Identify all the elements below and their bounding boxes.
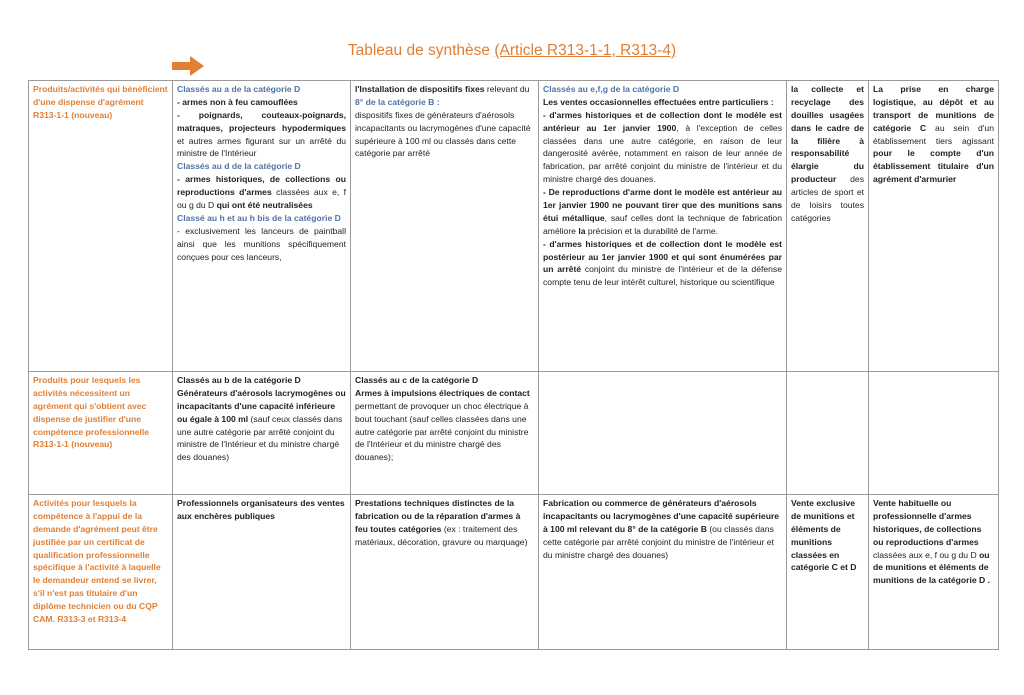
cell-text: précision et la durabilité de l'arme. (585, 225, 719, 236)
cell-text: 8° de la catégorie B : (355, 96, 440, 107)
cell-text: classées aux e, f ou g du D (177, 187, 346, 211)
cell-text: Fabrication ou commerce de générateurs d'aérosols incapacitants ou lacrymogènes d'une capacité supérieure à 100 ml relevant du 8° de la catégorie B (543, 498, 780, 534)
cell-text: - d'armes historiques et de collection dont le modèle est antérieur au 1er janvier 1900 (543, 109, 782, 133)
table-row (29, 372, 999, 495)
cell-text: la (578, 225, 586, 236)
cell-text: (ou classés dans cette catégorie par arrêté conjoint du ministre de l'intérieur et du ministre chargé des douanes) (543, 523, 774, 560)
cell-text: - armes historiques, de collections ou reproductions d'armes (177, 174, 346, 198)
cell-fabrication-commerce (539, 495, 787, 650)
cell-text: Classés au c de la catégorie D (355, 375, 479, 385)
cell-subheading: Classé au h et au h bis de la catégorie D (177, 212, 341, 223)
cell-text: - armes non à feu camouflées (177, 96, 298, 107)
table-row (29, 81, 999, 372)
cell-generateurs-aerosols (173, 372, 351, 495)
cell-collecte-douilles (787, 81, 869, 372)
cell-text: , à l'exception de celles classées dans une autre catégorie, en raison de leur dangerosité avérée, notamment en raison de leur année de fabrication, par arrêté conjoint du ministre de l'intérieur et du ministre chargé des douanes. (543, 122, 782, 185)
title-article-ref: (Article R313-1-1, R313-4) (494, 42, 677, 59)
cell-subheading: Classés au d de la catégorie D (177, 161, 301, 172)
row-header-dispense-competence: Produits pour lesquels les activités nécessitent un agrément qui s'obtient avec dispense de justifier d'une compétence professionnelle R313-1-1 (nouveau) (29, 372, 173, 495)
cell-text: permettant de provoquer un choc électrique à bout touchant (sauf celles classées dans une autre catégorie par arrêté conjoint du ministre de l'Intérieur et du ministre chargé des douanes); (355, 400, 529, 463)
cell-text: Classés au b de la catégorie D (177, 375, 301, 385)
empty-cell (869, 372, 999, 495)
cell-dispositifs-fixes (351, 81, 539, 372)
cell-ventes-occasionnelles (539, 81, 787, 372)
cell-text: - d'armes historiques et de collection dont le modèle est postérieur au 1er janvier 1900 et qui sont énumérées par un arrêté (543, 238, 782, 275)
cell-prise-en-charge-logistique (869, 81, 999, 372)
row-header-certificat-qualification: Activités pour lesquels la compétence à l'appui de la demande d'agrément peut être justifiée par un certificat de qualification professionnelle spécifique à l'activité à laquelle le demandeur entend se livrer, s'il n'est pas titulaire d'un diplôme technicien ou du CQP CAM. R313-3 et R313-4 (29, 495, 173, 650)
cell-text: conjoint du ministre de l'intérieur et de la défense compte tenu de leur intérêt culturel, historique ou scientifique (543, 264, 782, 288)
cell-text: - exclusivement les lanceurs de paintball ainsi que les munitions spécifiquement conçues pour ces lanceurs, (177, 225, 346, 262)
empty-cell (787, 372, 869, 495)
row-header-dispense-agrement: Produits/activités qui bénéficient d'une dispense d'agrément R313-1-1 (nouveau) (29, 81, 173, 372)
cell-text: Vente habituelle ou professionnelle d'armes historiques, de collections ou reproductions d'armes (873, 498, 982, 547)
cell-subheading: Classés au e,f,g de la catégorie D (543, 84, 680, 94)
cell-text: , sauf celles dont la technique de fabrication améliore (543, 212, 782, 236)
cell-text: des articles de sport et de loisirs toutes catégories (791, 174, 864, 223)
cell-text: Les ventes occasionnelles effectuées entre particuliers : (543, 96, 774, 107)
cell-text: la collecte et recyclage des douilles usagées dans le cadre de la filière à responsabilité élargie du producteur (791, 84, 864, 185)
cell-text: Armes à impulsions électriques de contact (355, 387, 530, 398)
cell-text: Prestations techniques distinctes de la fabrication ou de la réparation d'armes à feu toutes catégories (355, 498, 521, 534)
cell-text: dispositifs fixes de générateurs d'aérosols incapacitants ou lacrymogènes d'une capacité supérieure à 100 ml ou classés dans cette catégorie par arrêté (355, 109, 531, 159)
cell-text: et autres armes figurant sur un arrêté du ministre de l'Intérieur (177, 135, 346, 159)
title-main: Tableau de synthèse (347, 42, 495, 59)
cell-text: au sein d'un établissement tiers agissant (873, 122, 994, 146)
cell-subheading: Classés au a de la catégorie D (177, 84, 301, 94)
cell-text: (sauf ceux classés dans une autre catégorie par arrêté conjoint du ministre de l'Intérieur et du ministre chargé des douanes) (177, 413, 343, 463)
cell-ventes-encheres: Professionnels organisateurs des ventes aux enchères publiques (173, 495, 351, 650)
cell-text: (ex : traitement des matériaux, décoration, gravure ou marquage) (355, 523, 528, 547)
synthesis-table (28, 80, 999, 650)
cell-text: - De reproductions d'arme dont le modèle est antérieur au 1er janvier 1900 ne pouvant tirer que des munitions sans étui métallique (543, 187, 782, 223)
cell-text: l'Installation de dispositifs fixes (355, 84, 485, 94)
cell-text: classées aux e, f ou g du D (873, 549, 980, 560)
cell-vente-habituelle (869, 495, 999, 650)
cell-text: qui ont été neutralisées (216, 200, 313, 211)
cell-vente-munitions: Vente exclusive de munitions et éléments de munitions classées en catégorie C et D (787, 495, 869, 650)
page-title (0, 42, 1024, 60)
cell-text: La prise en charge logistique, au dépôt et au transport de munitions de catégorie C (873, 84, 994, 133)
cell-categorie-d-a-d-h (173, 81, 351, 372)
cell-text: pour le compte d'un établissement titulaire d'un agrément d'armurier (873, 148, 994, 185)
cell-text: relevant du (484, 84, 530, 94)
table-row (29, 495, 999, 650)
cell-text: - poignards, couteaux-poignards, matraques, projecteurs hypodermiques (177, 109, 346, 133)
cell-text: ou de munitions et éléments de munitions de la catégorie D . (873, 549, 990, 586)
cell-prestations-techniques (351, 495, 539, 650)
arrow-right-icon (172, 56, 204, 76)
cell-armes-impulsions (351, 372, 539, 495)
empty-cell (539, 372, 787, 495)
cell-text: Générateurs d'aérosols lacrymogènes ou incapacitants d'une capacité inférieure ou égale à 100 ml (177, 387, 346, 424)
